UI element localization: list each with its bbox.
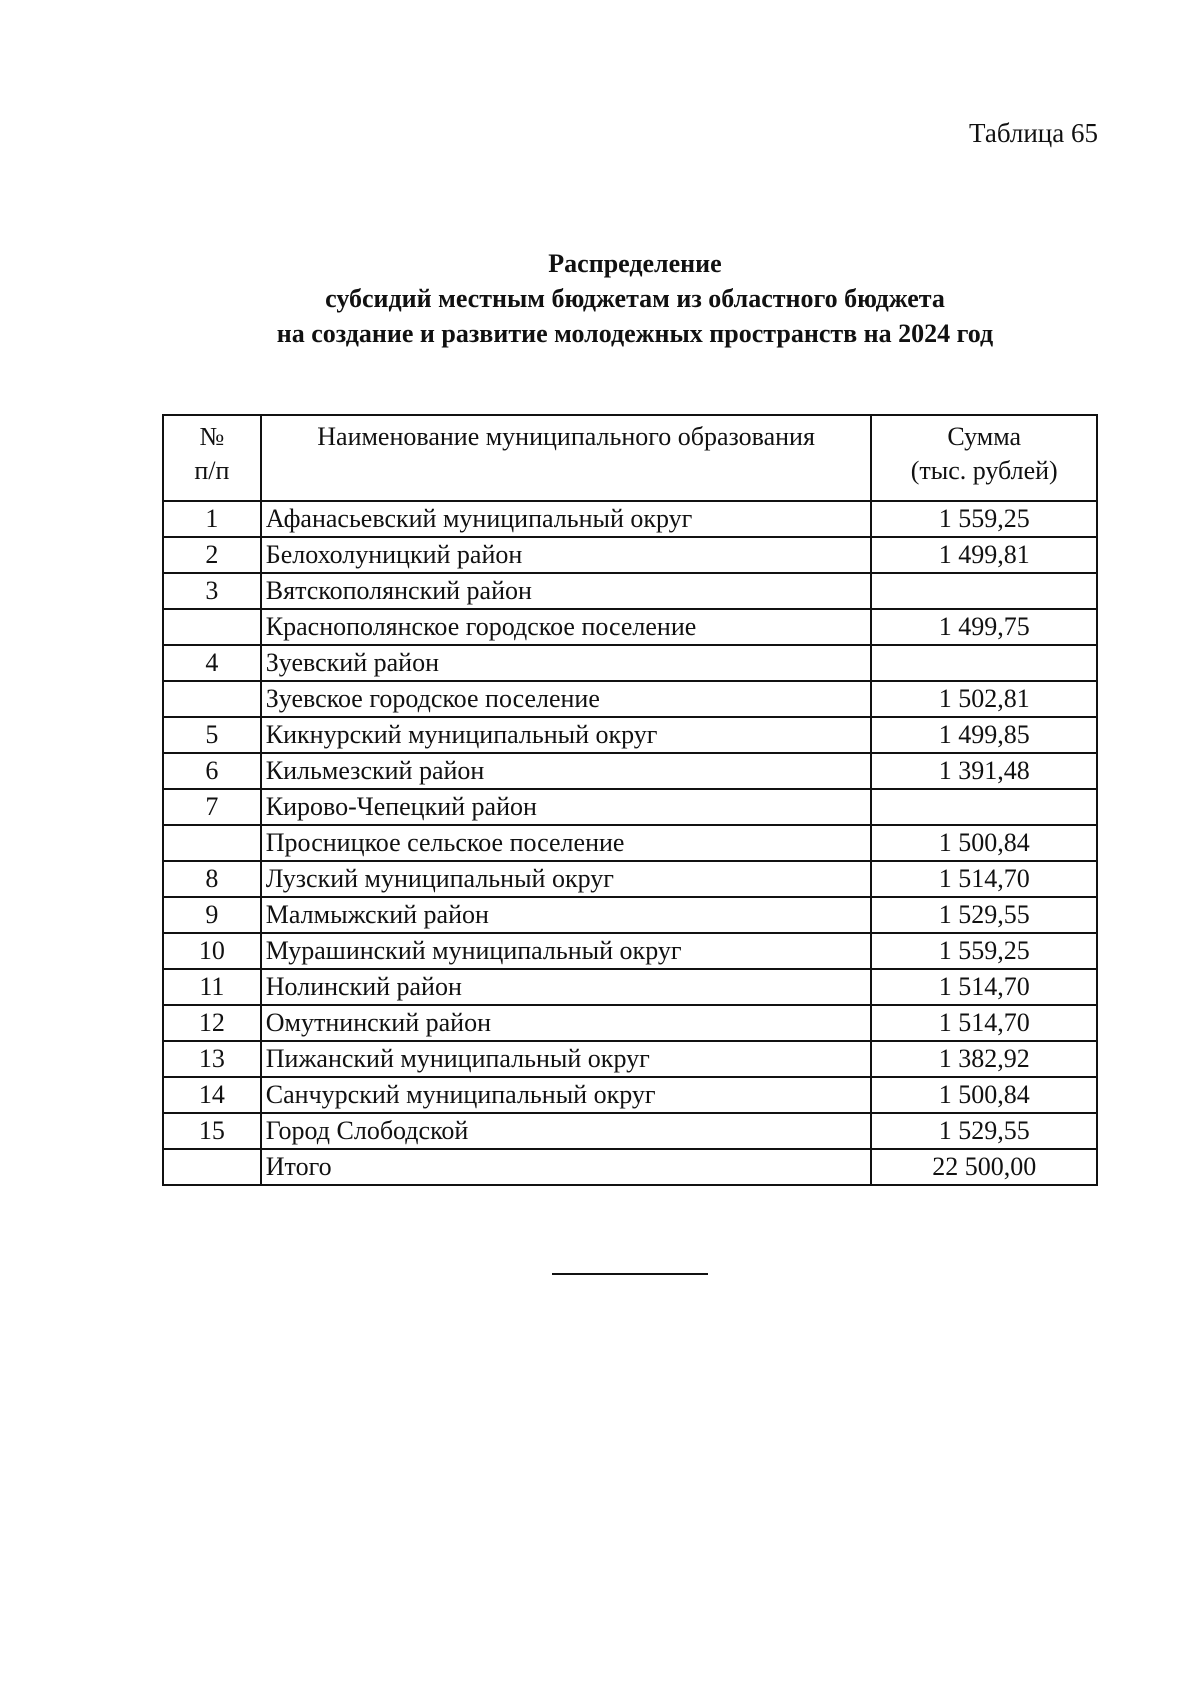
row-municipality-name: Афанасьевский муниципальный округ [261,501,872,537]
table-number: Таблица 65 [969,118,1098,148]
row-number: 13 [163,1041,261,1077]
row-sum: 1 559,25 [871,501,1097,537]
row-number [163,681,261,717]
row-municipality-name: Пижанский муниципальный округ [261,1041,872,1077]
row-sum: 1 500,84 [871,1077,1097,1113]
table-row [163,1005,1097,1041]
table-row [163,717,1097,753]
row-sum: 1 529,55 [871,1113,1097,1149]
header-sum-line-2: (тыс. рублей) [910,456,1058,485]
row-number: 10 [163,933,261,969]
row-number: 11 [163,969,261,1005]
row-number: 5 [163,717,261,753]
row-sum: 1 514,70 [871,969,1097,1005]
table-body [163,501,1097,1185]
row-sum [871,645,1097,681]
title-line-2: субсидий местным бюджетам из областного бюджета [325,284,945,313]
header-sum [871,415,1097,501]
table-row [163,789,1097,825]
row-municipality-name: Вятскополянский район [261,573,872,609]
table-row [163,573,1097,609]
table-row [163,933,1097,969]
row-sum: 1 514,70 [871,861,1097,897]
row-number: 12 [163,1005,261,1041]
row-sum: 1 514,70 [871,1005,1097,1041]
subsidy-table [162,414,1098,1186]
row-number: 2 [163,537,261,573]
table-row [163,609,1097,645]
row-number: 1 [163,501,261,537]
row-number: 3 [163,573,261,609]
table-header-row [163,415,1097,501]
table-row [163,861,1097,897]
row-municipality-name: Зуевское городское поселение [261,681,872,717]
row-municipality-name: Кирово-Чепецкий район [261,789,872,825]
table-row [163,825,1097,861]
row-number [163,609,261,645]
row-sum: 1 499,81 [871,537,1097,573]
table-row [163,753,1097,789]
table-row [163,1113,1097,1149]
row-municipality-name: Лузский муниципальный округ [261,861,872,897]
row-municipality-name: Кикнурский муниципальный округ [261,717,872,753]
header-number-line-2: п/п [194,456,230,485]
footer-divider-line [552,1273,708,1275]
row-number: 15 [163,1113,261,1149]
row-sum [871,789,1097,825]
row-municipality-name: Санчурский муниципальный округ [261,1077,872,1113]
table-row [163,1077,1097,1113]
row-municipality-name: Просницкое сельское поселение [261,825,872,861]
row-municipality-name: Малмыжский район [261,897,872,933]
header-sum-line-1: Сумма [947,422,1022,451]
row-sum: 22 500,00 [871,1149,1097,1185]
document-title [0,246,1200,351]
row-sum: 1 382,92 [871,1041,1097,1077]
header-number-line-1: № [199,422,225,451]
title-line-1: Распределение [548,249,722,278]
row-municipality-name: Город Слободской [261,1113,872,1149]
row-number [163,1149,261,1185]
row-sum: 1 559,25 [871,933,1097,969]
row-municipality-name: Зуевский район [261,645,872,681]
row-number [163,825,261,861]
table-row [163,1149,1097,1185]
row-municipality-name: Мурашинский муниципальный округ [261,933,872,969]
row-sum [871,573,1097,609]
row-number: 9 [163,897,261,933]
row-municipality-name: Итого [261,1149,872,1185]
row-sum: 1 500,84 [871,825,1097,861]
row-sum: 1 391,48 [871,753,1097,789]
table-row [163,969,1097,1005]
table-row [163,681,1097,717]
row-number: 14 [163,1077,261,1113]
row-number: 7 [163,789,261,825]
row-municipality-name: Кильмезский район [261,753,872,789]
row-sum: 1 499,85 [871,717,1097,753]
row-municipality-name: Омутнинский район [261,1005,872,1041]
row-municipality-name: Белохолуницкий район [261,537,872,573]
row-number: 8 [163,861,261,897]
row-sum: 1 502,81 [871,681,1097,717]
row-sum: 1 529,55 [871,897,1097,933]
table-row [163,645,1097,681]
header-number [163,415,261,501]
table-row [163,897,1097,933]
row-number: 4 [163,645,261,681]
row-municipality-name: Краснополянское городское поселение [261,609,872,645]
title-line-3: на создание и развитие молодежных пространств на 2024 год [276,319,994,348]
header-name: Наименование муниципального образования [261,415,872,501]
table-row [163,1041,1097,1077]
table-row [163,501,1097,537]
row-number: 6 [163,753,261,789]
row-municipality-name: Нолинский район [261,969,872,1005]
table-row [163,537,1097,573]
row-sum: 1 499,75 [871,609,1097,645]
